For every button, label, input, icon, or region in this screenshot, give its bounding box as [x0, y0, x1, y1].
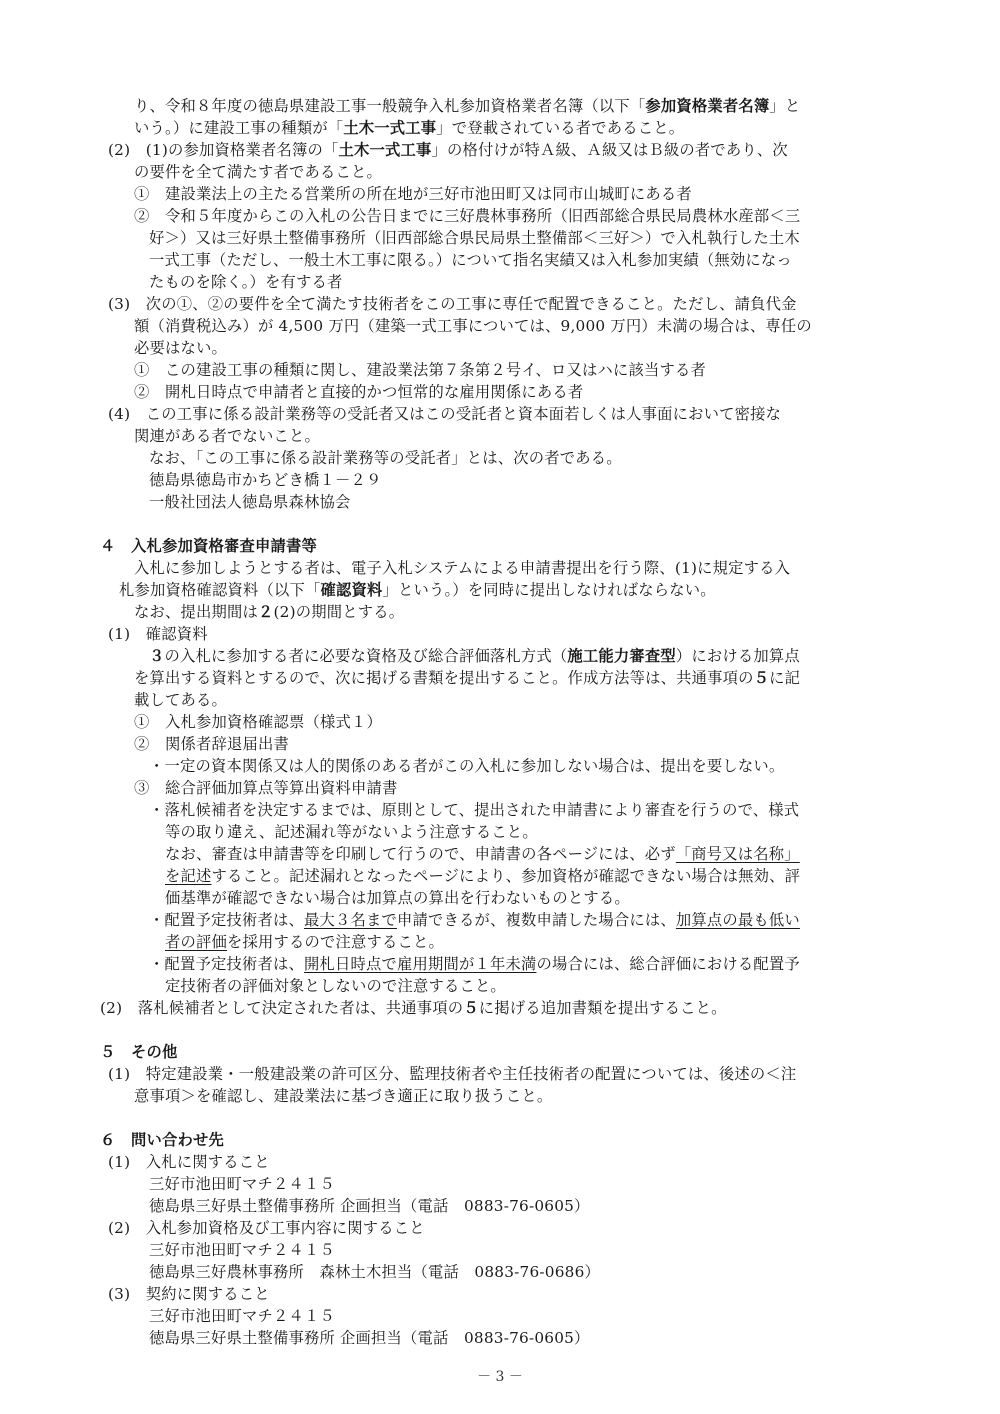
- sec3-requirement: ② 令和５年度からこの入札の公告日までに三好農林事務所（旧西部総合県民局農林水産部＜三: [134, 207, 801, 225]
- sec4-note: ・配置予定技術者は、開札日時点で雇用期間が１年未満の場合には、総合評価における配置予: [149, 955, 800, 973]
- sec4-line: を算出する資料とするので、次に掲げる書類を提出すること。作成方法等は、共通事項の５に記: [134, 669, 801, 687]
- sec4-item-2: (2) 落札候補者として決定された者は、共通事項の５に掲げる追加書類を提出すること。: [100, 999, 727, 1017]
- sec4-document: ③ 総合評価加算点等算出資料申請書: [134, 779, 398, 797]
- sec5-line: 意事項＞を確認し、建設業法に基づき適正に取り扱うこと。: [134, 1087, 553, 1105]
- sec4-intro: 札参加資格確認資料（以下「確認資料」という。）を同時に提出しなければならない。: [119, 581, 716, 599]
- sec3-organization: 一般社団法人徳島県森林協会: [149, 493, 351, 511]
- sec4-line: 価基準が確認できない場合は加算点の算出を行わないものとする。: [165, 889, 630, 907]
- contact-address: 三好市池田町マチ２４１５: [149, 1241, 335, 1259]
- section-4-heading: ４ 入札参加資格審査申請書等: [100, 537, 317, 555]
- sec3-requirement: ① この建設工事の種類に関し、建設業法第７条第２号イ、ロ又はハに該当する者: [134, 361, 707, 379]
- sec3-line: いう。）に建設工事の種類が「土木一式工事」で登載されている者であること。: [134, 119, 685, 137]
- sec4-line: 等の取り違え、記述漏れ等がないよう注意すること。: [165, 823, 538, 841]
- sec3-address: 徳島県徳島市かちどき橋１－２９: [149, 471, 382, 489]
- sec4-line: 載してある。: [134, 691, 227, 709]
- contact-item-1: (1) 入札に関すること: [108, 1153, 270, 1171]
- contact-organization: 徳島県三好県土整備事務所 企画担当（電話 0883-76-0605）: [149, 1329, 590, 1347]
- contact-organization: 徳島県三好県土整備事務所 企画担当（電話 0883-76-0605）: [149, 1197, 590, 1215]
- section-6-heading: ６ 問い合わせ先: [100, 1131, 224, 1149]
- sec5-item-1: (1) 特定建設業・一般建設業の許可区分、監理技術者や主任技術者の配置については、後述の＜注: [108, 1065, 797, 1083]
- sec3-line: 好＞）又は三好県土整備事務所（旧西部総合県民局県土整備部＜三好＞）で入札執行した土木: [149, 229, 800, 247]
- sec4-line: を記述すること。記述漏れとなったページにより、参加資格が確認できない場合は無効、評: [165, 867, 801, 885]
- sec3-line: の要件を全て満たす者であること。: [134, 163, 382, 181]
- sec4-note: ・配置予定技術者は、最大３名まで申請できるが、複数申請した場合には、加算点の最も低い: [149, 911, 800, 929]
- sec4-line: 者の評価を採用するので注意すること。: [165, 933, 444, 951]
- sec3-item-3: (3) 次の①、②の要件を全て満たす技術者をこの工事に専任で配置できること。ただし、請負代金: [108, 295, 797, 313]
- sec4-line: 定技術者の評価対象としないので注意すること。: [165, 977, 506, 995]
- sec3-line: り、令和８年度の徳島県建設工事一般競争入札参加資格業者名簿（以下「参加資格業者名簿」と: [134, 97, 801, 115]
- sec3-item-4: (4) この工事に係る設計業務等の受託者又はこの受託者と資本面若しくは人事面において密接な: [108, 405, 782, 423]
- sec4-document: ① 入札参加資格確認票（様式１）: [134, 713, 382, 731]
- contact-address: 三好市池田町マチ２４１５: [149, 1307, 335, 1325]
- contact-item-2: (2) 入札参加資格及び工事内容に関すること: [108, 1219, 425, 1237]
- sec4-note: ・一定の資本関係又は人的関係のある者がこの入札に参加しない場合は、提出を要しない。: [149, 757, 785, 775]
- sec4-note: ・落札候補者を決定するまでは、原則として、提出された申請書により審査を行うので、様式: [149, 801, 800, 819]
- sec3-line: なお、「この工事に係る設計業務等の受託者」とは、次の者である。: [149, 449, 622, 467]
- sec4-line: なお、審査は申請書等を印刷して行うので、申請書の各ページには、必ず「商号又は名称」: [165, 845, 800, 863]
- sec4-intro: 入札に参加しようとする者は、電子入札システムによる申請書提出を行う際、(1)に規定する入: [134, 559, 791, 577]
- sec3-requirement: ② 開札日時点で申請者と直接的かつ恒常的な雇用関係にある者: [134, 383, 584, 401]
- sec3-requirement: ① 建設業法上の主たる営業所の所在地が三好市池田町又は同市山城町にある者: [134, 185, 692, 203]
- sec4-document: ② 関係者辞退届出書: [134, 735, 289, 753]
- contact-address: 三好市池田町マチ２４１５: [149, 1175, 335, 1193]
- sec3-line: たものを除く。）を有する者: [149, 273, 343, 291]
- sec3-line: 必要はない。: [134, 339, 227, 357]
- sec3-item-2: (2) (1)の参加資格業者名簿の「土木一式工事」の格付けが特Ａ級、Ａ級又はＢ級の者であり、次: [108, 141, 788, 159]
- sec4-item-1: (1) 確認資料: [108, 625, 208, 643]
- contact-item-3: (3) 契約に関すること: [108, 1285, 270, 1303]
- sec4-line: ３の入札に参加する者に必要な資格及び総合評価落札方式（施工能力審査型）における加算点: [149, 647, 800, 665]
- contact-organization: 徳島県三好農林事務所 森林土木担当（電話 0883-76-0686）: [149, 1263, 600, 1281]
- sec3-line: 関連がある者でないこと。: [134, 427, 320, 445]
- sec3-line: 一式工事（ただし、一般土木工事に限る。）について指名実績又は入札参加実績（無効になっ: [149, 251, 792, 269]
- sec3-line: 額（消費税込み）が 4,500 万円（建築一式工事については、9,000 万円）未満の場合は、専任の: [134, 317, 812, 335]
- page-number: － 3 －: [477, 1369, 523, 1385]
- section-5-heading: ５ その他: [100, 1043, 178, 1061]
- sec4-intro: なお、提出期間は２(2)の期間とする。: [134, 603, 405, 621]
